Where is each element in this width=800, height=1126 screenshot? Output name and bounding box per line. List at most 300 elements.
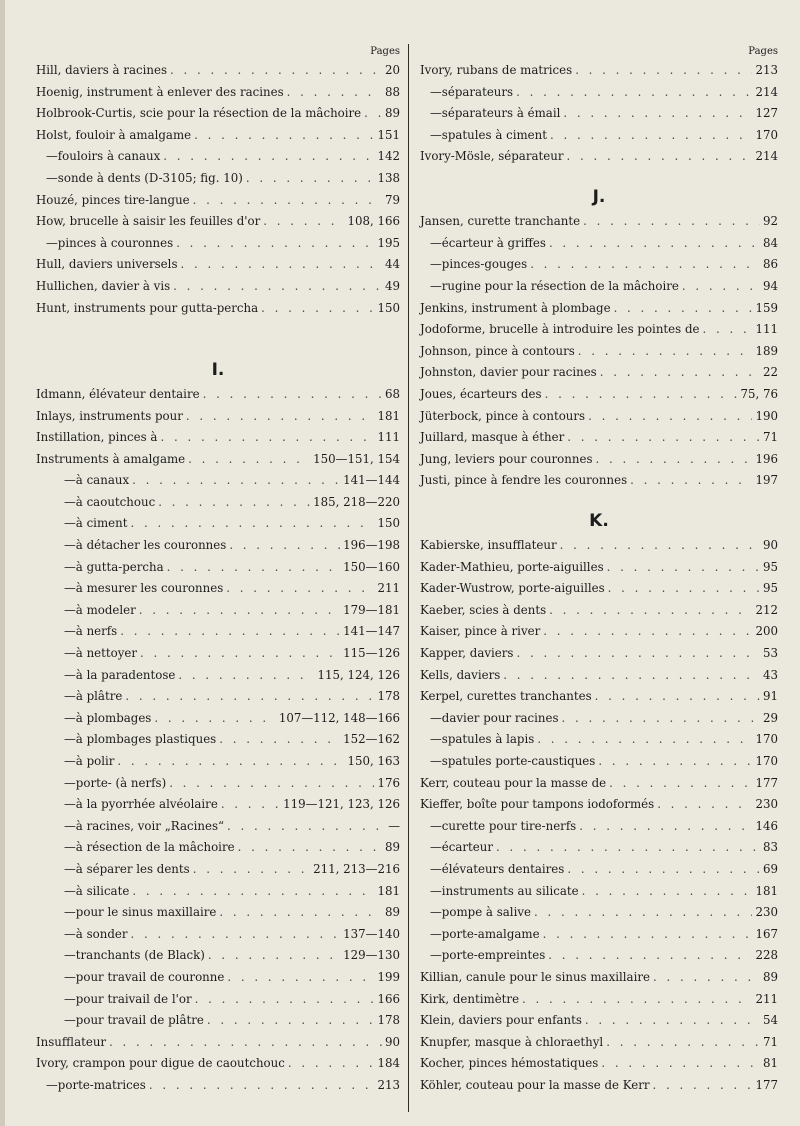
page-reference: 176 <box>377 775 400 790</box>
index-entry <box>420 211 778 233</box>
index-entry <box>420 794 778 816</box>
index-subentry <box>420 254 778 276</box>
entry-name: Köhler, couteau pour la masse de Kerr <box>420 1077 650 1092</box>
entry-name: Kapper, daviers <box>420 646 514 661</box>
entry-name: à plombages <box>75 710 152 725</box>
entry-name: écarteur à griffes <box>441 235 546 250</box>
index-entry <box>36 125 400 147</box>
dot-leader <box>578 341 753 363</box>
page-reference: 178 <box>377 1013 400 1028</box>
repeat-dash: — <box>64 775 76 790</box>
index-column-right <box>420 44 778 1097</box>
repeat-dash: — <box>64 926 76 941</box>
dot-leader <box>614 298 753 320</box>
dot-leader <box>219 729 340 751</box>
index-subentry <box>420 945 778 967</box>
page-reference: 179—181 <box>343 602 400 617</box>
page-reference: 68 <box>384 386 400 401</box>
index-subentry <box>36 924 400 946</box>
dot-leader <box>194 125 374 147</box>
entry-name: Killian, canule pour le sinus maxillaire <box>420 969 650 984</box>
dot-leader <box>516 82 752 104</box>
page-reference: 137—140 <box>343 926 400 941</box>
page-reference: 184 <box>377 1056 400 1071</box>
entry-name: pinces-gouges <box>441 257 528 272</box>
dot-leader <box>195 989 375 1011</box>
entry-name: Johnson, pince à contours <box>420 343 575 358</box>
entry-name: pour travail de plâtre <box>75 1013 204 1028</box>
entry-name: porte-amalgame <box>441 926 540 941</box>
page-reference: 142 <box>377 149 400 164</box>
entry-name: Kabierske, insufflateur <box>420 538 557 553</box>
repeat-dash: — <box>64 494 76 509</box>
dot-leader <box>288 1053 375 1075</box>
dot-leader <box>238 837 382 859</box>
page-reference: 195 <box>377 235 400 250</box>
index-subentry <box>420 708 778 730</box>
dot-leader <box>598 751 752 773</box>
dot-leader <box>543 924 753 946</box>
page-reference: 177 <box>755 775 778 790</box>
entry-name: Kader-Wustrow, porte-aiguilles <box>420 581 605 596</box>
entry-name: pour traivail de l'or <box>75 991 192 1006</box>
repeat-dash: — <box>64 969 76 984</box>
repeat-dash: — <box>430 710 442 725</box>
index-subentry <box>36 643 400 665</box>
entry-name: Jung, leviers pour couronnes <box>420 451 593 466</box>
page-reference: 190 <box>755 408 778 423</box>
index-entry <box>36 384 400 406</box>
entry-name: Kerr, couteau pour la masse de <box>420 775 607 790</box>
entry-name: curette pour tire-nerfs <box>441 818 577 833</box>
index-subentry <box>420 924 778 946</box>
index-entry <box>420 298 778 320</box>
dot-leader <box>186 406 375 428</box>
index-entry <box>36 254 400 276</box>
index-entry <box>420 362 778 384</box>
entry-name: Kaeber, scies à dents <box>420 602 547 617</box>
page-reference: 230 <box>755 797 778 812</box>
page-reference: 75, 76 <box>740 386 778 401</box>
dot-leader <box>682 276 760 298</box>
dot-leader <box>562 708 760 730</box>
entry-name: à canaux <box>75 473 130 488</box>
index-entry <box>36 103 400 125</box>
page-reference: 91 <box>762 689 778 704</box>
entry-name: à plâtre <box>75 689 123 704</box>
dot-leader <box>261 298 374 320</box>
dot-leader <box>130 513 374 535</box>
index-subentry <box>36 233 400 255</box>
repeat-dash: — <box>64 689 76 704</box>
index-entry <box>420 557 778 579</box>
entry-name: Kocher, pinces hémostatiques <box>420 1056 599 1071</box>
index-subentry <box>36 989 400 1011</box>
entry-name: Holst, fouloir à amalgame <box>36 127 192 142</box>
repeat-dash: — <box>64 1013 76 1028</box>
page-reference: 141—144 <box>343 473 400 488</box>
dot-leader <box>120 621 340 643</box>
index-entry <box>420 686 778 708</box>
page-reference: 89 <box>384 106 400 121</box>
page-reference: 159 <box>755 300 778 315</box>
page-reference: 115, 124, 126 <box>317 667 400 682</box>
index-subentry <box>36 816 400 838</box>
entry-name: Kells, daviers <box>420 667 501 682</box>
page-reference: 86 <box>762 257 778 272</box>
entry-name: spatules à lapis <box>441 732 535 747</box>
entry-name: pour travail de couronne <box>75 969 225 984</box>
index-entry <box>36 190 400 212</box>
dot-leader <box>227 816 385 838</box>
entry-name: Hill, daviers à racines <box>36 63 168 77</box>
index-subentry <box>420 902 778 924</box>
dot-leader <box>522 989 752 1011</box>
entry-name: à silicate <box>75 883 130 898</box>
dot-leader <box>537 729 752 751</box>
page-reference: — <box>388 818 400 833</box>
dot-leader <box>609 773 752 795</box>
entry-name: porte- (à nerfs) <box>75 775 167 790</box>
dot-leader <box>530 254 760 276</box>
entry-name: spatules à ciment <box>441 127 548 142</box>
repeat-dash: — <box>64 861 76 876</box>
dot-leader <box>160 427 374 449</box>
repeat-dash: — <box>46 149 58 164</box>
index-subentry <box>420 751 778 773</box>
index-subentry <box>420 276 778 298</box>
index-entry <box>36 298 400 320</box>
index-subentry <box>36 578 400 600</box>
page-reference: 170 <box>755 754 778 768</box>
entry-name: à détacher les couronnes <box>75 538 227 553</box>
index-column-left <box>36 44 400 1097</box>
dot-leader <box>630 470 752 492</box>
page-reference: 211 <box>755 991 778 1006</box>
index-entry <box>420 427 778 449</box>
entry-name: à nerfs <box>75 624 118 639</box>
index-entry <box>36 211 400 233</box>
index-subentry <box>36 945 400 967</box>
entry-name: à plombages plastiques <box>75 732 217 747</box>
entry-name: pompe à salive <box>441 905 531 920</box>
entry-name: spatules porte-caustiques <box>441 754 596 768</box>
dot-leader <box>653 967 760 989</box>
dot-leader <box>132 881 374 903</box>
dot-leader <box>496 837 760 859</box>
entry-name: Ivory, rubans de matrices <box>420 63 573 77</box>
repeat-dash: — <box>64 732 76 747</box>
index-subentry <box>36 881 400 903</box>
entry-name: Ivory, crampon pour digue de caoutchouc <box>36 1056 285 1071</box>
entry-name: Kerpel, curettes tranchantes <box>420 689 592 704</box>
index-subentry <box>36 837 400 859</box>
repeat-dash: — <box>430 818 442 833</box>
dot-leader <box>549 233 760 255</box>
repeat-dash: — <box>46 1077 58 1092</box>
entry-name: Klein, daviers pour enfants <box>420 1013 582 1028</box>
repeat-dash: — <box>430 861 442 876</box>
page-reference: 43 <box>762 667 778 682</box>
entry-name: Hull, daviers universels <box>36 257 178 272</box>
index-subentry <box>36 168 400 190</box>
entry-name: à séparer les dents <box>75 861 190 876</box>
index-entry <box>420 600 778 622</box>
page-reference: 111 <box>377 430 400 445</box>
index-subentry <box>420 859 778 881</box>
page-reference: 69 <box>762 861 778 876</box>
page-reference: 94 <box>762 278 778 293</box>
repeat-dash: — <box>430 883 442 898</box>
repeat-dash: — <box>64 818 76 833</box>
index-entry <box>36 406 400 428</box>
index-subentry <box>36 535 400 557</box>
entry-name: Inlays, instruments pour <box>36 408 183 423</box>
page-reference: 138 <box>377 170 400 185</box>
index-subentry <box>420 125 778 147</box>
dot-leader <box>585 1010 760 1032</box>
page-reference: 150 <box>377 300 400 315</box>
pages-header: Pages <box>370 46 400 57</box>
index-list-left <box>36 60 400 1097</box>
page-reference: 181 <box>377 883 400 898</box>
page-reference: 20 <box>384 63 400 77</box>
page-reference: 150 <box>377 516 400 531</box>
page-reference: 84 <box>762 235 778 250</box>
page-reference: 146 <box>755 818 778 833</box>
page-reference: 211, 213—216 <box>313 861 400 876</box>
page-reference: 150—160 <box>343 559 400 574</box>
repeat-dash: — <box>64 840 76 855</box>
dot-leader <box>193 190 382 212</box>
dot-leader <box>516 643 760 665</box>
entry-name: à mesurer les couronnes <box>75 581 224 596</box>
page-reference: 152—162 <box>343 732 400 747</box>
index-entry <box>420 578 778 600</box>
page-reference: 107—112, 148—166 <box>278 710 400 725</box>
page-reference: 228 <box>755 948 778 963</box>
page-reference: 177 <box>755 1077 778 1092</box>
page-reference: 166 <box>377 991 400 1006</box>
repeat-dash: — <box>430 840 442 855</box>
dot-leader <box>139 600 340 622</box>
index-subentry <box>36 794 400 816</box>
page-reference: 181 <box>377 408 400 423</box>
repeat-dash: — <box>430 278 442 293</box>
page-reference: 108, 166 <box>347 214 400 229</box>
dot-leader <box>566 146 752 168</box>
page-reference: 150—151, 154 <box>313 451 400 466</box>
index-entry <box>36 60 400 82</box>
page-reference: 170 <box>755 127 778 142</box>
page-reference: 81 <box>762 1056 778 1071</box>
dot-leader <box>203 384 382 406</box>
index-entry <box>420 967 778 989</box>
dot-leader <box>219 902 382 924</box>
index-entry <box>36 1053 400 1075</box>
dot-leader <box>263 211 344 233</box>
page-reference: 71 <box>762 430 778 445</box>
dot-leader <box>550 125 752 147</box>
page-reference: 197 <box>755 473 778 488</box>
index-subentry <box>36 729 400 751</box>
dot-leader <box>600 362 760 384</box>
dot-leader <box>543 621 752 643</box>
entry-name: à caoutchouc <box>75 494 156 509</box>
index-subentry <box>420 103 778 125</box>
dot-leader <box>583 211 760 233</box>
page-reference: 214 <box>755 84 778 99</box>
dot-leader <box>246 168 375 190</box>
repeat-dash: — <box>64 624 76 639</box>
entry-name: Kaiser, pince à river <box>420 624 541 639</box>
page-reference: 167 <box>755 926 778 941</box>
index-entry <box>420 535 778 557</box>
page-reference: 89 <box>384 840 400 855</box>
index-subentry <box>420 233 778 255</box>
dot-leader <box>575 60 752 82</box>
index-subentry <box>420 881 778 903</box>
entry-name: sonde à dents (D-3105; fig. 10) <box>57 170 243 185</box>
index-subentry <box>36 621 400 643</box>
dot-leader <box>703 319 753 341</box>
index-subentry <box>420 837 778 859</box>
dot-leader <box>131 924 341 946</box>
page-reference: 181 <box>755 883 778 898</box>
dot-leader <box>563 103 752 125</box>
entry-name: porte-matrices <box>57 1077 146 1092</box>
index-entry <box>36 276 400 298</box>
page-reference: 199 <box>377 969 400 984</box>
page-reference: 89 <box>384 905 400 920</box>
dot-leader <box>549 600 752 622</box>
dot-leader <box>657 794 752 816</box>
pages-header: Pages <box>748 46 778 57</box>
entry-name: tranchants (de Black) <box>75 948 205 963</box>
dot-leader <box>176 233 374 255</box>
dot-leader <box>208 945 340 967</box>
entry-name: rugine pour la résection de la mâchoire <box>441 278 679 293</box>
repeat-dash: — <box>430 257 442 272</box>
dot-leader <box>582 881 753 903</box>
page-reference: 95 <box>762 559 778 574</box>
entry-name: porte-empreintes <box>441 948 546 963</box>
index-subentry <box>36 600 400 622</box>
dot-leader <box>653 1075 753 1097</box>
entry-name: à résection de la mâchoire <box>75 840 235 855</box>
index-entry <box>420 643 778 665</box>
entry-name: Kirk, dentimètre <box>420 991 520 1006</box>
page-reference: 189 <box>755 343 778 358</box>
index-entry <box>420 773 778 795</box>
dot-leader <box>287 82 382 104</box>
dot-leader <box>534 902 752 924</box>
index-subentry <box>420 82 778 104</box>
entry-name: à nettoyer <box>75 646 138 661</box>
index-subentry <box>36 665 400 687</box>
index-entry <box>420 621 778 643</box>
index-entry <box>36 82 400 104</box>
index-entry <box>420 146 778 168</box>
index-entry <box>420 384 778 406</box>
index-subentry <box>420 816 778 838</box>
entry-name: pinces à couronnes <box>57 235 174 250</box>
entry-name: écarteur <box>441 840 494 855</box>
dot-leader <box>154 708 275 730</box>
section-letter-heading: K. <box>589 510 609 531</box>
page-reference: 90 <box>384 1034 400 1049</box>
repeat-dash: — <box>64 754 76 768</box>
page-reference: 213 <box>755 63 778 77</box>
index-entry <box>420 1010 778 1032</box>
page-reference: 141—147 <box>343 624 400 639</box>
dot-leader <box>117 751 344 773</box>
index-subentry <box>36 492 400 514</box>
repeat-dash: — <box>64 797 76 812</box>
entry-name: fouloirs à canaux <box>57 149 161 164</box>
repeat-dash: — <box>64 581 76 596</box>
section-letter-heading: J. <box>592 186 606 207</box>
page-reference: 53 <box>762 646 778 661</box>
dot-leader <box>364 103 382 125</box>
entry-name: à la paradentose <box>75 667 176 682</box>
dot-leader <box>178 665 314 687</box>
entry-name: Holbrook-Curtis, scie pour la résection de la mâchoire <box>36 106 362 121</box>
index-list-right <box>420 60 778 1097</box>
repeat-dash: — <box>430 127 442 142</box>
page-edge-shadow <box>0 0 5 1126</box>
entry-name: séparateurs à émail <box>441 106 561 121</box>
repeat-dash: — <box>64 667 76 682</box>
dot-leader <box>109 1032 382 1054</box>
repeat-dash: — <box>430 235 442 250</box>
repeat-dash: — <box>64 538 76 553</box>
entry-name: Hunt, instruments pour gutta-percha <box>36 300 259 315</box>
entry-name: Houzé, pinces tire-langue <box>36 192 190 207</box>
dot-leader <box>170 60 382 82</box>
index-subentry <box>36 513 400 535</box>
dot-leader <box>132 470 340 492</box>
page-reference: 212 <box>755 602 778 617</box>
dot-leader <box>158 492 310 514</box>
index-subentry <box>36 859 400 881</box>
index-entry <box>36 1032 400 1054</box>
index-entry <box>420 470 778 492</box>
entry-name: Knupfer, masque à chloraethyl <box>420 1034 604 1049</box>
index-subentry <box>36 557 400 579</box>
repeat-dash: — <box>430 732 442 747</box>
index-subentry <box>36 751 400 773</box>
repeat-dash: — <box>430 926 442 941</box>
index-subentry <box>36 773 400 795</box>
page-reference: 44 <box>384 257 400 272</box>
entry-name: séparateurs <box>441 84 514 99</box>
page-reference: 127 <box>755 106 778 121</box>
entry-name: Jüterbock, pince à contours <box>420 408 586 423</box>
repeat-dash: — <box>64 991 76 1006</box>
dot-leader <box>567 427 760 449</box>
page-reference: 29 <box>762 710 778 725</box>
entry-name: Idmann, élévateur dentaire <box>36 386 200 401</box>
entry-name: à la pyorrhée alvéolaire <box>75 797 218 812</box>
index-entry <box>420 341 778 363</box>
repeat-dash: — <box>64 948 76 963</box>
index-subentry <box>36 902 400 924</box>
dot-leader <box>595 686 760 708</box>
index-subentry <box>420 729 778 751</box>
section-letter-heading: I. <box>211 359 225 380</box>
index-entry <box>420 1032 778 1054</box>
